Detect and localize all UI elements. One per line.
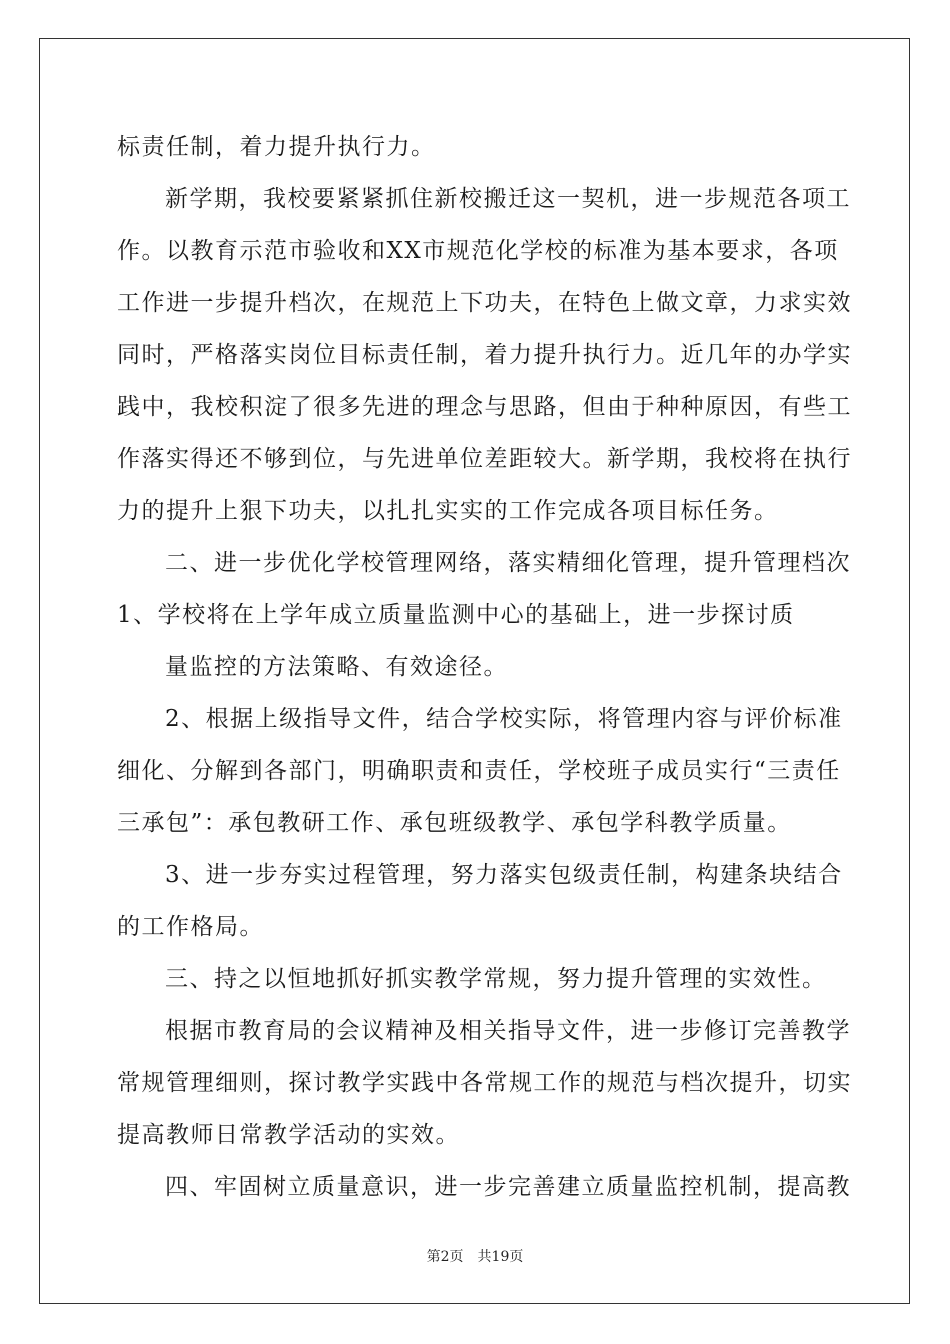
section-heading: 三、持之以恒地抓好抓实教学常规，努力提升管理的实效性。 (165, 966, 827, 992)
section-heading: 二、进一步优化学校管理网络，落实精细化管理，提升管理档次 (165, 550, 851, 576)
text-line: 新学期，我校要紧紧抓住新校搬迁这一契机，进一步规范各项工 (165, 186, 851, 212)
text-line: 细化、分解到各部门，明确职责和责任，学校班子成员实行“三责任 (117, 758, 841, 784)
text-line: 提高教师日常教学活动的实效。 (117, 1122, 460, 1148)
text-line: 践中，我校积淀了很多先进的理念与思路，但由于种种原因，有些工 (117, 394, 852, 420)
text-line: 标责任制，着力提升执行力。 (117, 134, 436, 160)
page-footer: 第2页 共19页 (426, 1249, 524, 1265)
text-line: 作落实得还不够到位，与先进单位差距较大。新学期，我校将在执行 (117, 446, 852, 472)
text-line: 三承包”：承包教研工作、承包班级教学、承包学科教学质量。 (117, 810, 792, 836)
text-line: 根据市教育局的会议精神及相关指导文件，进一步修订完善教学 (165, 1018, 851, 1044)
text-line: 力的提升上狠下功夫，以扎扎实实的工作完成各项目标任务。 (117, 498, 779, 524)
text-line: 1、学校将在上学年成立质量监测中心的基础上，进一步探讨质 (117, 602, 795, 628)
text-line: 的工作格局。 (117, 914, 264, 940)
section-heading: 四、牢固树立质量意识，进一步完善建立质量监控机制，提高教 (165, 1174, 851, 1200)
text-line: 常规管理细则，探讨教学实践中各常规工作的规范与档次提升，切实 (117, 1070, 852, 1096)
text-line: 同时，严格落实岗位目标责任制，着力提升执行力。近几年的办学实 (117, 342, 852, 368)
text-line: 3、进一步夯实过程管理，努力落实包级责任制，构建条块结合 (165, 862, 843, 888)
text-line: 工作进一步提升档次，在规范上下功夫，在特色上做文章，力求实效 (117, 290, 852, 316)
text-line: 作。以教育示范市验收和XX市规范化学校的标准为基本要求，各项 (117, 238, 839, 264)
text-line: 2、根据上级指导文件，结合学校实际，将管理内容与评价标准 (165, 706, 843, 732)
text-line: 量监控的方法策略、有效途径。 (165, 654, 508, 680)
